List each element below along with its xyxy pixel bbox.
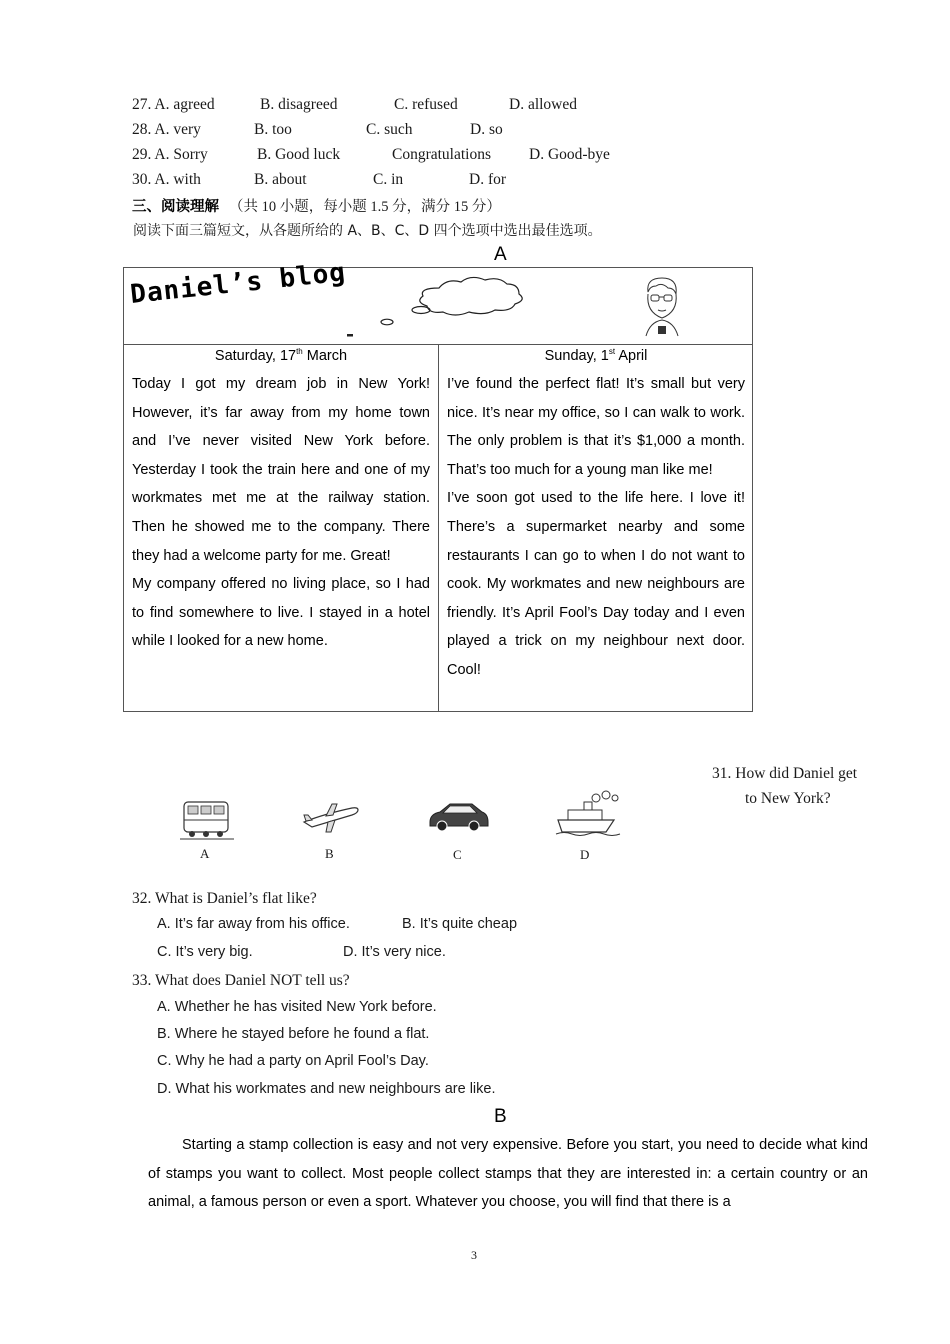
option-30-c: C. in [373,171,404,188]
entry-paragraph: My company offered no living place, so I had to find somewhere to live. I stayed in a hotel while I looked for a new home. [132,576,430,650]
entry-paragraph: I’ve soon got used to the life here. I love it! There’s a supermarket nearby and some restaurants I can go to when I do not want to cook. My workmates and new neighbours are friendly. It’s April Fool’s Day today and I even played a trick on my neighbour next door. Cool! [447,490,745,678]
option-28-a: 28. A. very [132,121,201,138]
blog-entry-saturday [132,344,430,656]
option-27-c: C. refused [394,96,458,113]
q33-option-b: B. Where he stayed before he found a flat. [157,1026,430,1042]
option-30-b: B. about [254,171,307,188]
section-instruction: 阅读下面三篇短文，从各题所给的 A、B、C、D 四个选项中选出最佳选项。 [133,223,602,239]
blog-title: Daniel’s blog [128,257,348,310]
image-label-b: B [325,846,334,861]
option-29-c: Congratulations [392,146,492,163]
person-avatar-icon [636,274,686,340]
passage-a-letter: A [494,244,507,265]
image-label-a: A [200,846,210,861]
image-label-c: C [453,847,462,862]
car-icon [426,798,490,834]
q32-option-c: C. It’s very big. [157,944,253,960]
section-note: （共 10 小题，每小题 1.5 分，满分 15 分） [229,199,501,215]
q31-line1: 31. How did Daniel get [712,765,858,782]
option-27-a: 27. A. agreed [132,96,215,113]
q33-option-a: A. Whether he has visited New York before. [157,999,437,1015]
option-29-b: B. Good luck [257,146,341,163]
train-icon [178,796,236,842]
passage-b-paragraph: Starting a stamp collection is easy and not very expensive. Before you start, you need to decide what kind of stamps you want to collect. Most people collect stamps that they are interested in: a certain country or an animal, a famous person or even a sport. Whatever you choose, you will find that there is a [148,1137,868,1210]
entry-paragraph: I’ve found the perfect flat! It’s small but very nice. It’s near my office, so I can walk to work. The only problem is that it’s $1,000 a month. That’s too much for a young man like me! [447,376,745,478]
option-27-d: D. allowed [509,96,578,113]
blog-entry-sunday [447,344,745,685]
passage-b-letter: B [494,1106,507,1127]
q33-question: 33. What does Daniel NOT tell us? [132,972,350,989]
blog-table [123,257,753,712]
airplane-icon [300,800,360,834]
section-heading [132,195,501,216]
entry-date: Sunday, 1st April [544,347,648,364]
option-29-a: 29. A. Sorry [132,146,208,163]
section-title: 三、阅读理解 [132,199,219,215]
q32-option-a: A. It’s far away from his office. [157,916,350,932]
option-27-b: B. disagreed [260,96,338,113]
option-28-c: C. such [366,121,413,138]
option-29-d: D. Good-bye [529,146,610,163]
q31-line2: to New York? [745,790,831,807]
q32-option-b: B. It’s quite cheap [402,916,518,932]
column-divider [438,344,439,712]
entry-paragraph: Today I got my dream job in New York! However, it’s far away from my home town and I’ve never visited New York before. Yesterday I took the train here and one of my workmates met me at the railway station. Then he showed me to the company. There they had a welcome party for me. Great! [132,376,430,564]
blog-header [124,257,752,345]
option-30-a: 30. A. with [132,171,201,188]
option-30-d: D. for [469,171,507,188]
option-28-b: B. too [254,121,292,138]
image-label-d: D [580,847,590,862]
q32-option-d: D. It’s very nice. [343,944,446,960]
q33-option-c: C. Why he had a party on April Fool’s Day. [157,1053,429,1069]
page-number: 3 [471,1248,477,1262]
entry-date: Saturday, 17th March [214,347,348,364]
thought-bubble-icon [339,270,549,340]
ship-icon [554,790,624,836]
q32-question: 32. What is Daniel’s flat like? [132,890,317,907]
option-28-d: D. so [470,121,503,138]
q33-option-d: D. What his workmates and new neighbours are like. [157,1081,496,1097]
